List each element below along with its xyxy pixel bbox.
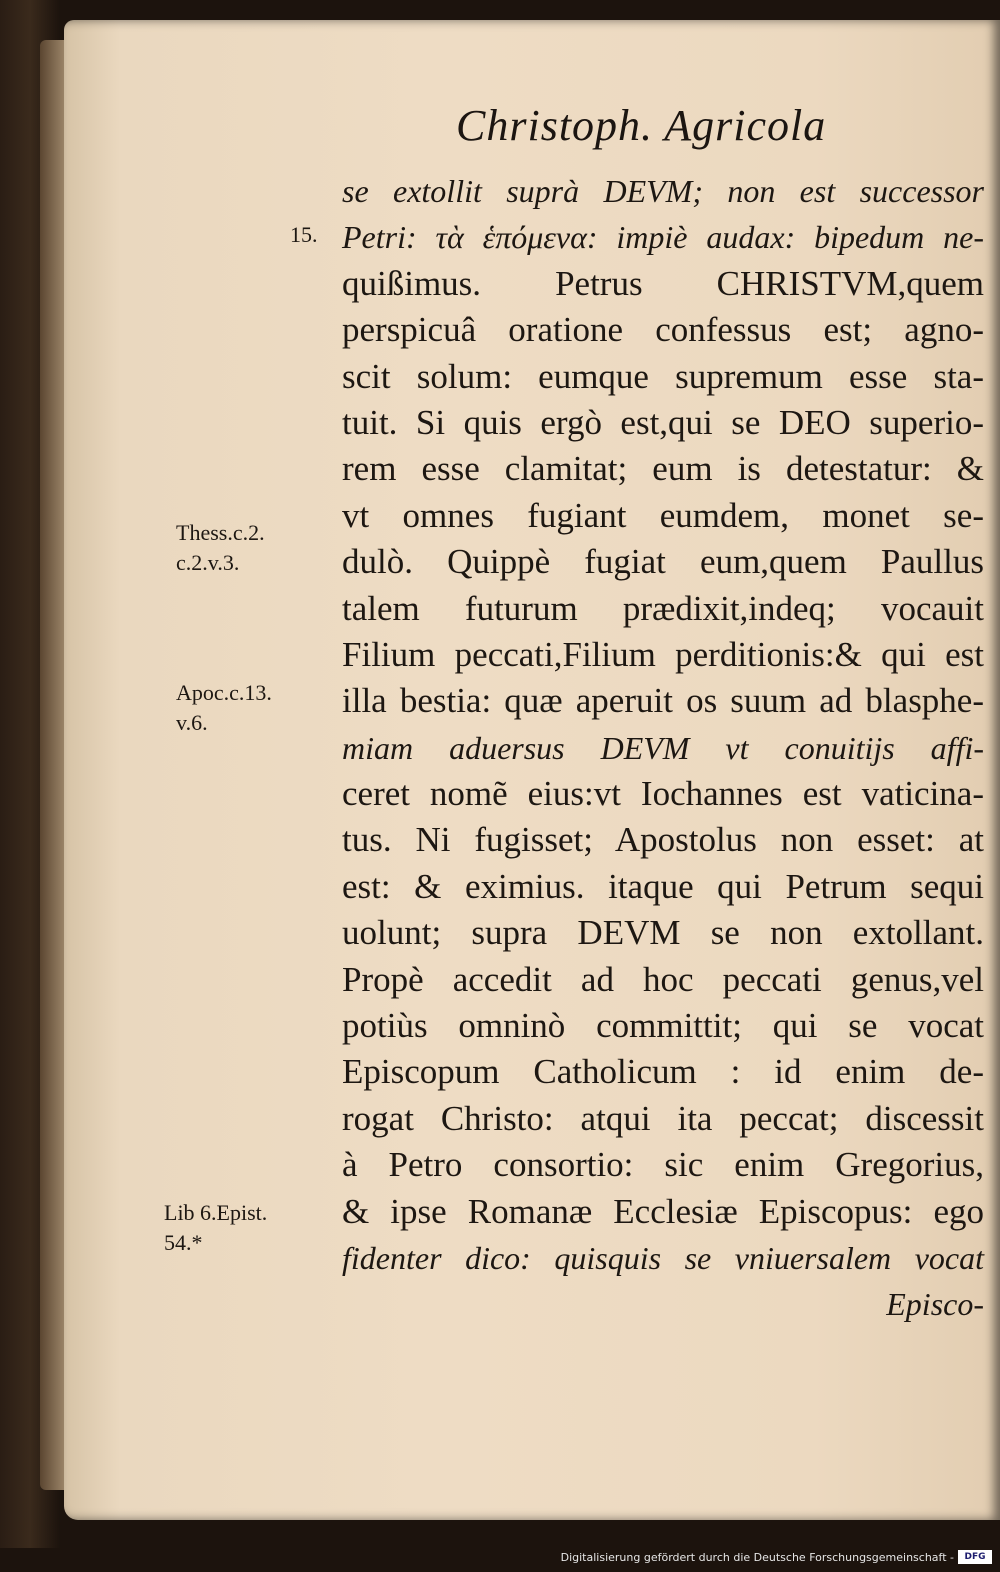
running-head: Christoph. Agricola — [456, 101, 827, 150]
text-line: Episcopum Catholicum : id enim de- — [342, 1052, 984, 1092]
margin-note-line: 54.* — [164, 1230, 203, 1255]
text-line: ceret nomẽ eius:vt Iochannes est vaticina- — [342, 774, 984, 814]
text-line: scit solum: eumque supremum esse sta- — [342, 356, 984, 396]
margin-note-line: Lib 6.Epist. — [164, 1200, 268, 1225]
text-line: fidenter dico: quisquis se vniuersalem vocat — [342, 1239, 984, 1276]
margin-note-apoc — [176, 678, 272, 738]
margin-note-gregory — [164, 1198, 267, 1258]
margin-note-thess — [176, 518, 265, 578]
text-line: à Petro consortio: sic enim Gregorius, — [342, 1145, 984, 1185]
text-line: miam aduersus DEVM vt conuitijs affi- — [342, 729, 984, 766]
text-line: se extollit suprà DEVM; non est successor — [342, 173, 984, 209]
body-text — [342, 168, 984, 1328]
text-line: quißimus. Petrus CHRISTVM,quem — [342, 263, 984, 303]
margin-note-line: v.6. — [176, 710, 208, 735]
text-line: Filium peccati,Filium perditionis:& qui est — [342, 634, 984, 674]
funding-notice: Digitalisierung gefördert durch die Deutsche Forschungsgemeinschaft - — [560, 1551, 954, 1564]
text-line: talem futurum prædixit,indeq; vocauit — [342, 588, 984, 628]
text-line: vt omnes fugiant eumdem, monet se- — [342, 495, 984, 535]
text-line: tus. Ni fugisset; Apostolus non esset: at — [342, 820, 984, 860]
text-line: dulò. Quippè fugiat eum,quem Paullus — [342, 542, 984, 582]
text-line: Petri: τὰ ἑπόμενα: impiè audax: bipedum ne- — [342, 219, 984, 256]
text-line: tuit. Si quis ergò est,qui se DEO superio- — [342, 402, 984, 442]
text-line: uolunt; supra DEVM se non extollant. — [342, 913, 984, 953]
text-line: rem esse clamitat; eum is detestatur: & — [342, 449, 984, 489]
margin-note-line: Thess.c.2. — [176, 520, 265, 545]
margin-note-line: c.2.v.3. — [176, 550, 240, 575]
catchword: Episco- — [886, 1286, 984, 1323]
text-line: est: & eximius. itaque qui Petrum sequi — [342, 866, 984, 906]
text-line: perspicuâ oratione confessus est; agno- — [342, 310, 984, 350]
text-line: potiùs omninò committit; qui se vocat — [342, 1006, 984, 1046]
text-line: & ipse Romanæ Ecclesiæ Episcopus: ego — [342, 1191, 984, 1231]
text-line: rogat Christo: atqui ita peccat; discessit — [342, 1098, 984, 1138]
margin-note-line: Apoc.c.13. — [176, 680, 272, 705]
dfg-logo: DFG — [958, 1550, 992, 1564]
verse-number: 15. — [290, 222, 318, 247]
text-line: illa bestia: quæ aperuit os suum ad blasphe- — [342, 681, 984, 721]
text-line: Propè accedit ad hoc peccati genus,vel — [342, 959, 984, 999]
